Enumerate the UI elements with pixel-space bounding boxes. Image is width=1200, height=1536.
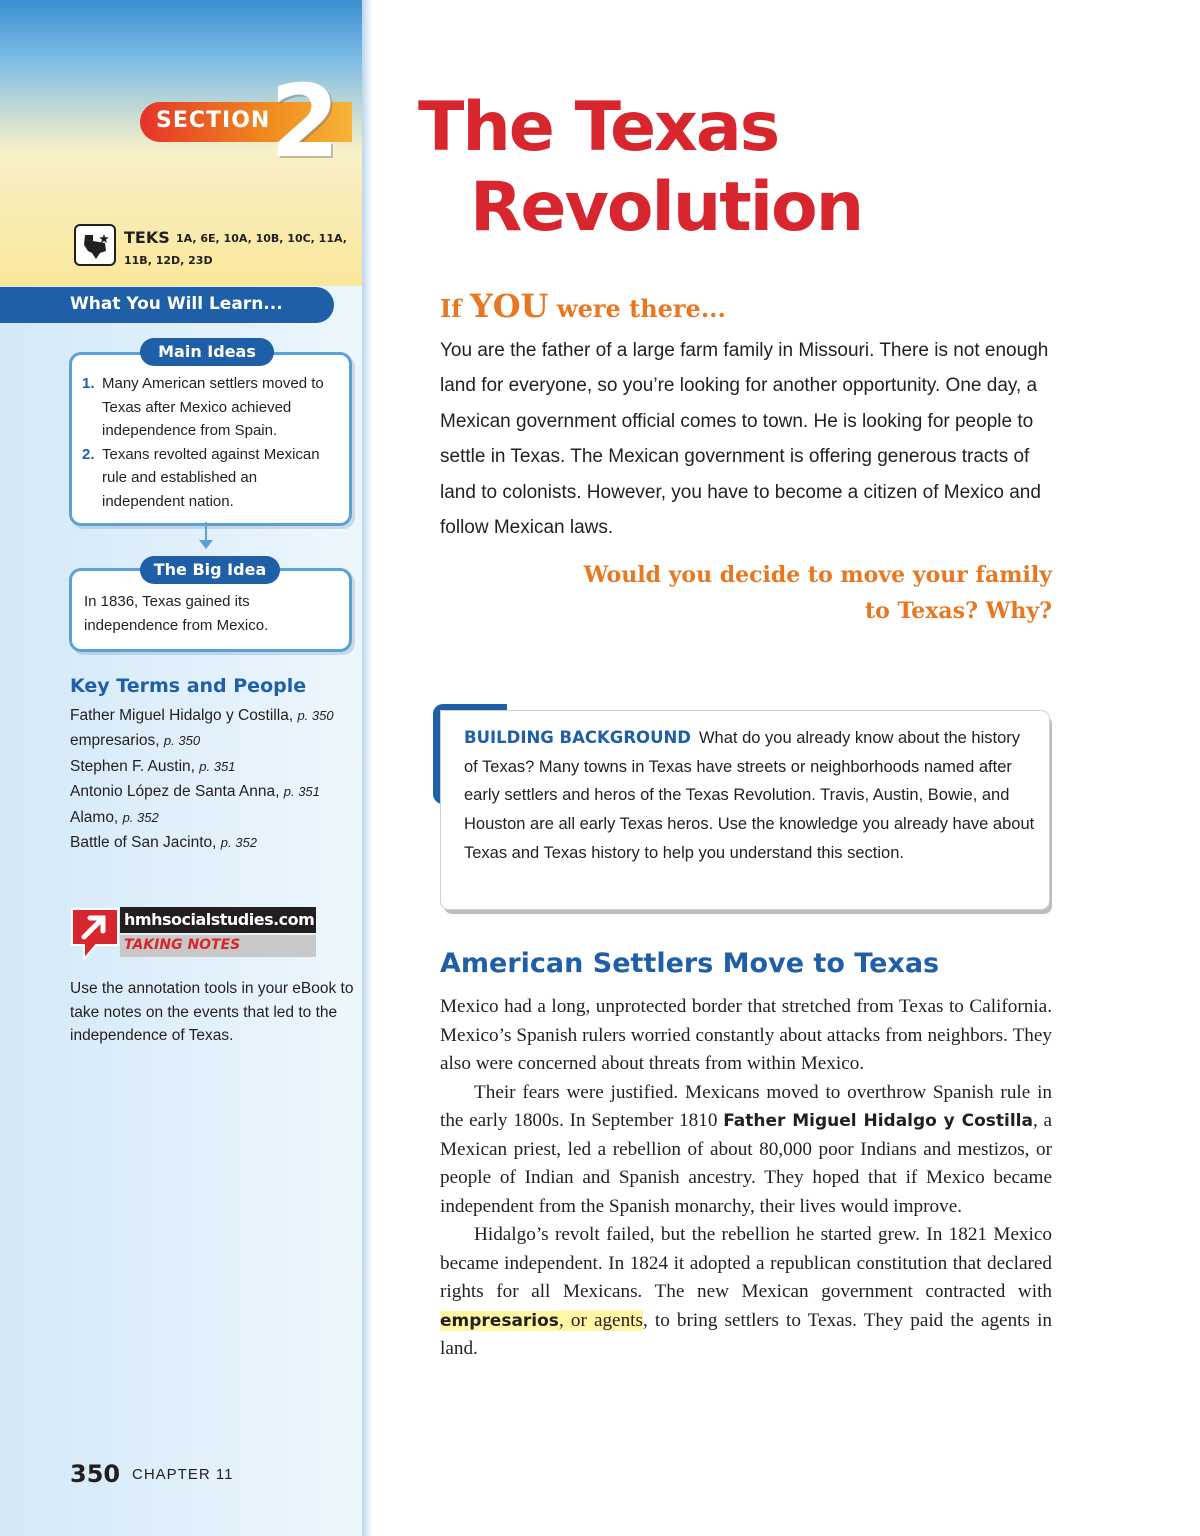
key-terms-heading: Key Terms and People xyxy=(70,675,307,697)
main-idea-number: 2. xyxy=(82,445,95,463)
paragraph-text: , a Mexican priest, led a rebellion of about 80,000 poor Indians and mestizos, or people of Indian and Spanish ancestry. They hoped that if Mexico became independent from the Spanish monarchy, their lives would improve. xyxy=(440,1110,1053,1217)
building-background-heading: BUILDING BACKGROUND xyxy=(464,728,691,747)
body-text xyxy=(440,993,1052,1364)
key-term-page: p. 351 xyxy=(199,758,236,774)
if-you-were-there-text: You are the father of a large farm family in Missouri. There is not enough land for everyone, so you’re looking for another opportunity. One day, a Mexican government official comes to town. He is looking for people to settle in Texas. The Mexican government is offering generous tracts of land to colonists. However, you have to become a citizen of Mexico and follow Mexican laws. xyxy=(440,340,1049,539)
key-term-page: p. 350 xyxy=(297,708,334,723)
website-link[interactable]: hmhsocialstudies.com xyxy=(124,910,315,929)
key-term: Antonio López de Santa Anna, xyxy=(70,783,280,801)
key-term-item[interactable] xyxy=(70,754,360,779)
if-you-were-there-heading xyxy=(440,287,726,325)
key-term: Father Miguel Hidalgo y Costilla, xyxy=(70,707,294,724)
key-terms-list xyxy=(70,703,360,855)
title-line-2: Revolution xyxy=(470,168,863,247)
taking-notes-label: TAKING NOTES xyxy=(124,937,241,953)
section-number: 2 xyxy=(270,63,340,180)
iyt-you: YOU xyxy=(469,287,549,325)
big-idea-text: In 1836, Texas gained its independence from Mexico. xyxy=(84,593,269,634)
key-term-hidalgo[interactable]: Father Miguel Hidalgo y Costilla xyxy=(723,1111,1033,1131)
page-number: 350 xyxy=(70,1460,121,1488)
teks-title: TEKS xyxy=(124,228,170,247)
key-term-empresarios[interactable]: empresarios xyxy=(440,1310,559,1331)
key-term-item[interactable] xyxy=(70,703,360,728)
key-term-item[interactable] xyxy=(70,728,360,753)
key-term-gloss: , or agents xyxy=(558,1309,643,1331)
paragraph xyxy=(440,1221,1052,1364)
key-term: empresarios, xyxy=(70,732,160,750)
main-idea-number: 1. xyxy=(82,375,95,392)
external-link-arrow-icon[interactable] xyxy=(70,905,120,961)
paragraph xyxy=(440,1079,1052,1222)
notes-instructions: Use the annotation tools in your eBook to take notes on the events that led to the independence of Texas. xyxy=(70,980,354,1044)
teks-codes: 1A, 6E, 10A, 10B, 10C, 11A, 11B, 12D, 23D xyxy=(124,232,347,267)
section-label: SECTION xyxy=(156,108,271,133)
texas-teks-icon xyxy=(74,224,116,266)
main-ideas-label: Main Ideas xyxy=(140,338,274,366)
main-idea-item xyxy=(82,443,340,514)
paragraph-text: Their fears were justified. Mexicans moved to overthrow Spanish rule in the early 1800s. In September 1810 xyxy=(440,1081,1052,1131)
iyt-rest: were there... xyxy=(556,294,726,323)
key-term: Stephen F. Austin, xyxy=(70,757,195,775)
key-term-page: p. 351 xyxy=(283,784,320,800)
big-idea-label: The Big Idea xyxy=(140,556,280,584)
if-you-were-there-question: Would you decide to move your family to Texas? Why? xyxy=(583,562,1052,624)
key-term-page: p. 352 xyxy=(220,835,257,851)
chapter-label: CHAPTER 11 xyxy=(132,1466,234,1483)
paragraph-text: Hidalgo’s revolt failed, but the rebellion he started grew. In 1821 Mexico became independent. In 1824 it adopted a republican constitution that declared rights for all Mexicans. The new Mexican government contracted with xyxy=(440,1224,1052,1302)
building-background-text: What do you already know about the history of Texas? Many towns in Texas have streets or neighborhoods named after early settlers and heros of the Texas Revolution. Travis, Austin, Bowie, and Houston are all early Texas heros. Use the knowledge you already have about Texas and Texas history to help you understand this section. xyxy=(464,729,1035,862)
key-term-item[interactable] xyxy=(70,779,360,804)
main-idea-text: Many American settlers moved to Texas after Mexico achieved independence from Spain. xyxy=(102,375,324,439)
paragraph: Mexico had a long, unprotected border that stretched from Texas to California. Mexico’s Spanish rulers worried constantly about attacks from neighbors. They also were concerned about threats from within Mexico. xyxy=(440,996,1052,1074)
key-term: Battle of San Jacinto, xyxy=(70,834,217,852)
key-term-page: p. 352 xyxy=(122,809,159,825)
main-ideas-list xyxy=(82,372,340,513)
key-term: Alamo, xyxy=(70,808,119,826)
building-background-content xyxy=(464,724,1036,868)
key-term-page: p. 350 xyxy=(163,733,201,749)
main-idea-item xyxy=(82,372,340,443)
paragraph-text: , to bring settlers to Texas. They paid the agents in land. xyxy=(440,1309,1052,1359)
what-you-will-learn-label: What You Will Learn... xyxy=(70,294,283,314)
section-heading: American Settlers Move to Texas xyxy=(440,948,940,979)
page-title xyxy=(418,88,978,248)
main-idea-text: Texans revolted against Mexican rule and established an independent nation. xyxy=(102,445,320,510)
title-line-1: The Texas xyxy=(418,88,779,167)
key-term-item[interactable] xyxy=(70,830,360,855)
arrow-down-icon xyxy=(199,540,213,549)
iyt-if: If xyxy=(440,294,462,323)
key-term-item[interactable] xyxy=(70,805,360,830)
sidebar xyxy=(0,0,372,1536)
